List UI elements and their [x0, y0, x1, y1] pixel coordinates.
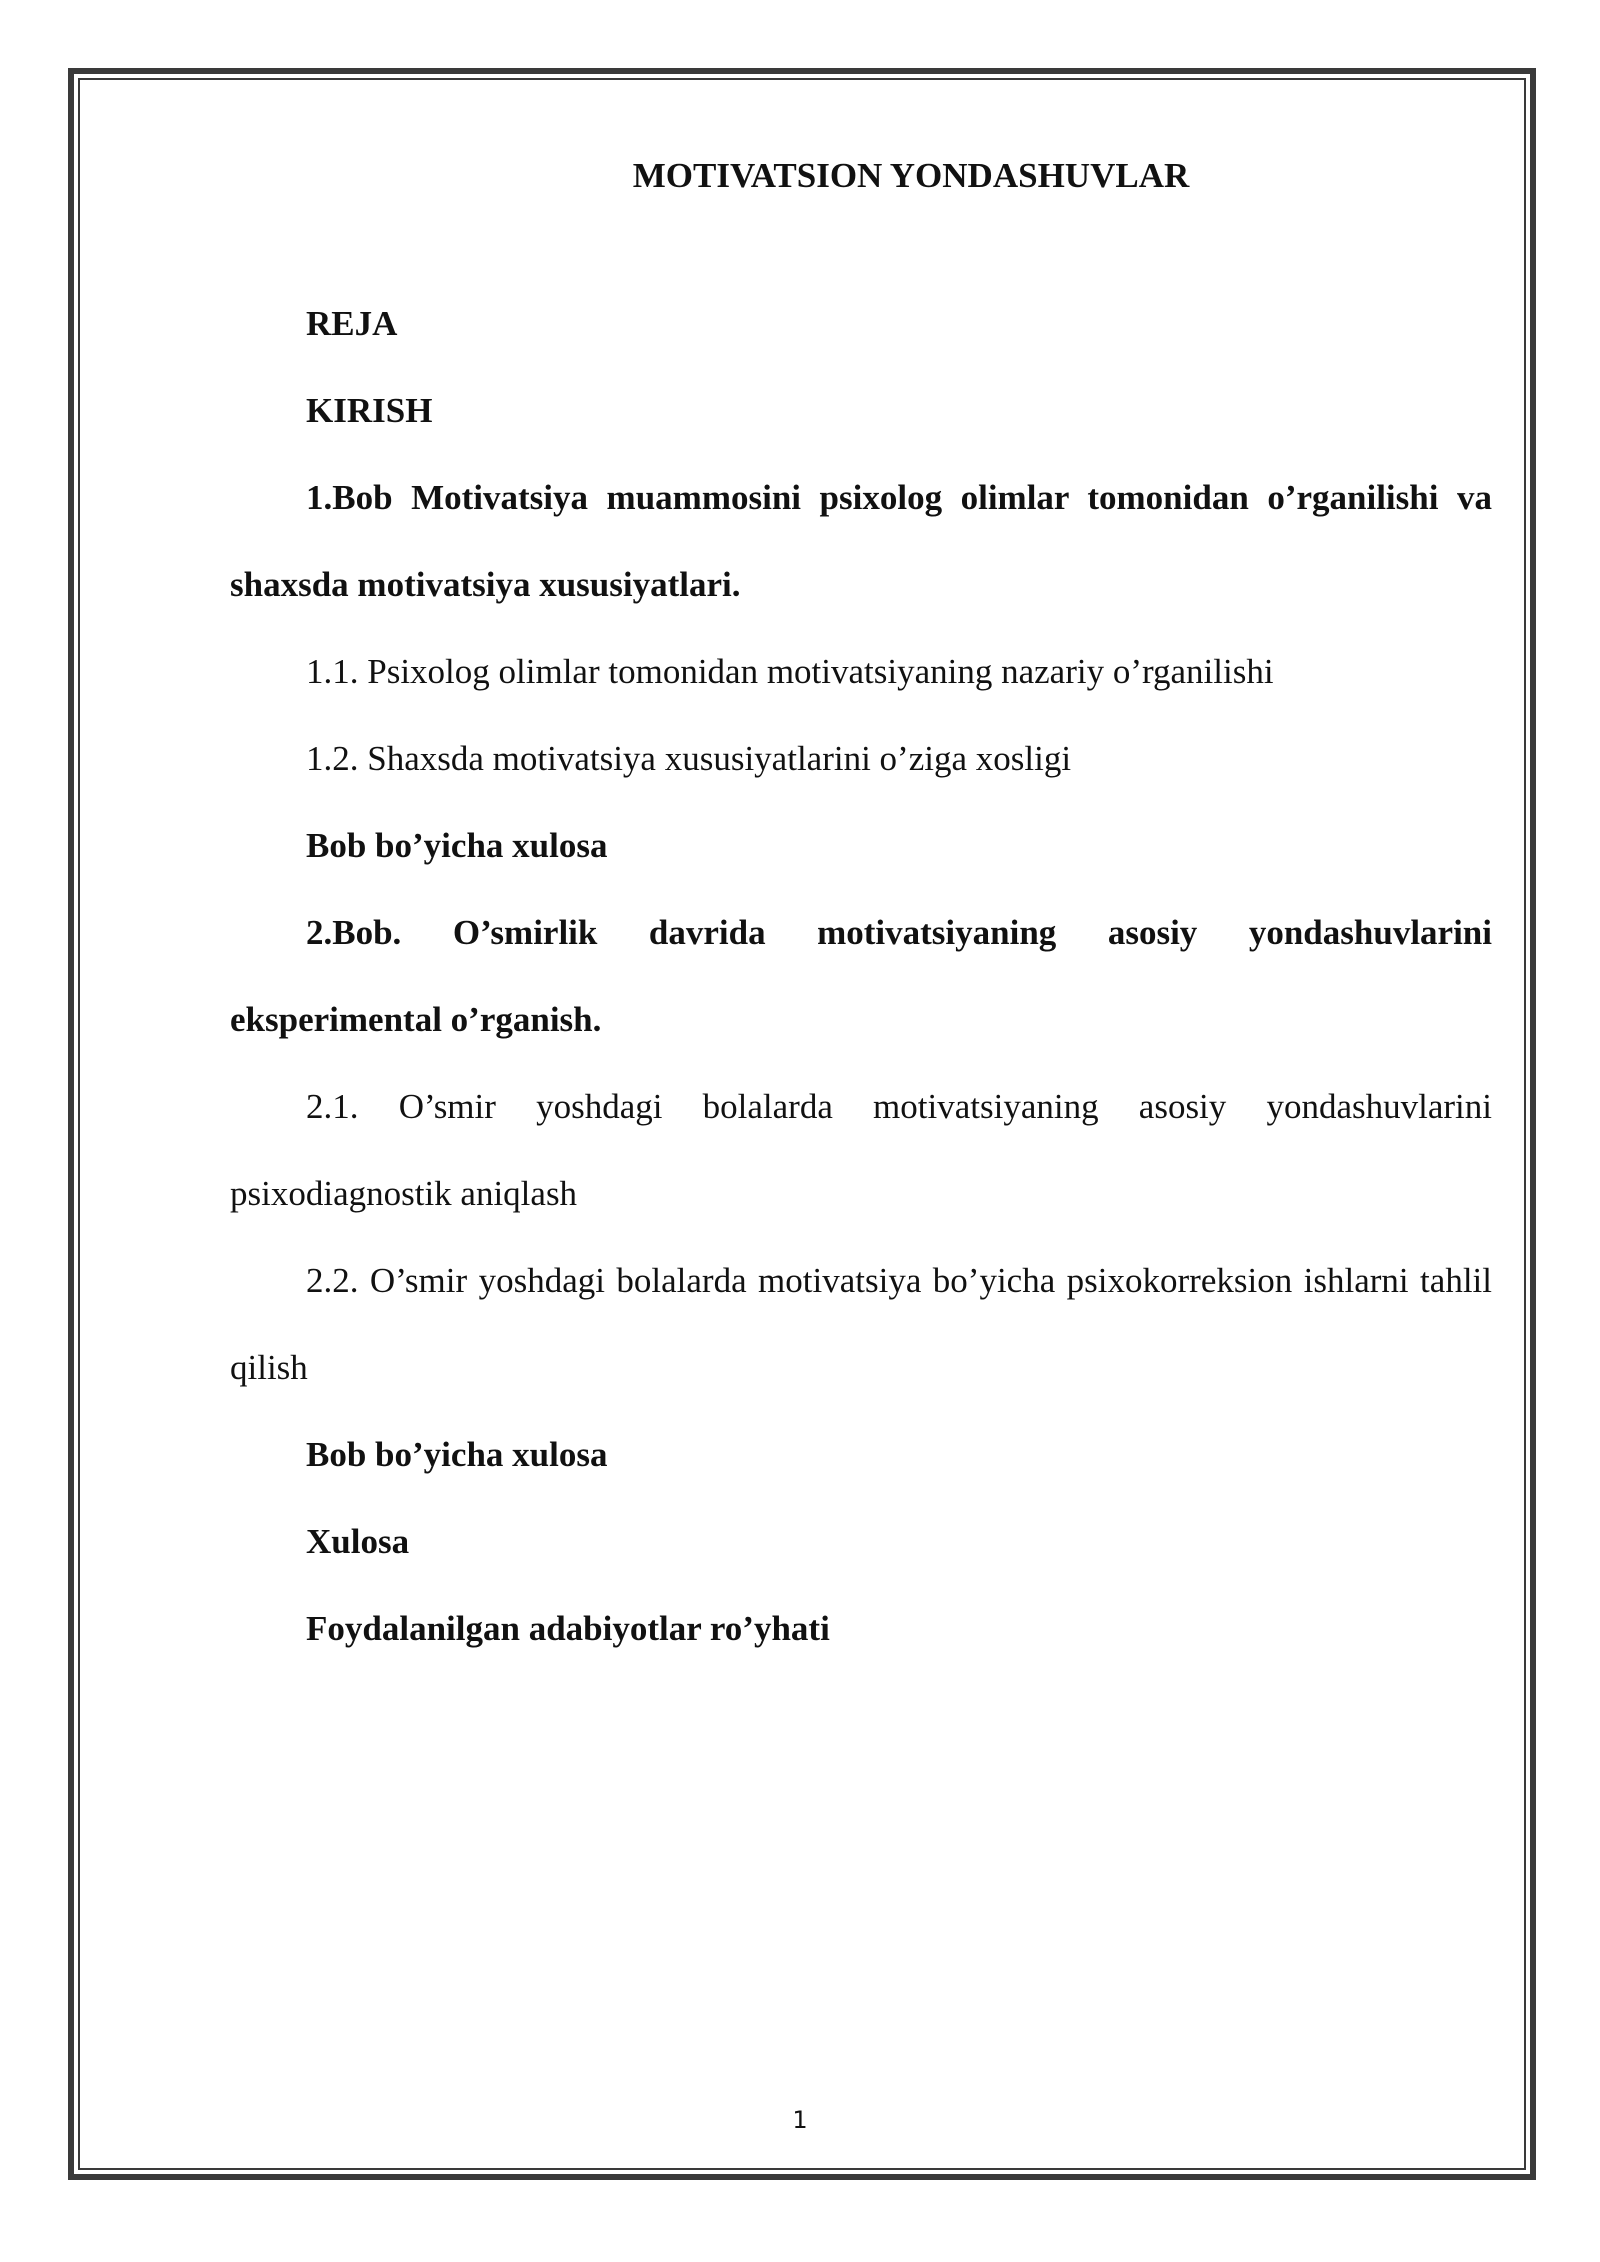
section-1-1: 1.1. Psixolog olimlar tomonidan motivatsiyaning nazariy o’rganilishi — [306, 652, 1274, 691]
document-title: MOTIVATSION YONDASHUVLAR — [632, 156, 1190, 195]
chapter-1-heading: 1.Bob Motivatsiya muammosini psixolog olimlar tomonidan o’rganilishi va shaxsda motivatsiya xususiyatlari. — [230, 478, 1492, 604]
conclusion-heading: Xulosa — [306, 1522, 410, 1561]
plan-heading: REJA — [306, 304, 398, 343]
section-2-2: 2.2. O’smir yoshdagi bolalarda motivatsiya bo’yicha psixokorreksion ishlarni tahlil qilish — [230, 1261, 1492, 1387]
introduction-heading: KIRISH — [306, 391, 433, 430]
document-body — [230, 150, 1492, 1672]
references-heading: Foydalanilgan adabiyotlar ro’yhati — [306, 1609, 830, 1648]
chapter-2-heading: 2.Bob. O’smirlik davrida motivatsiyaning asosiy yondashuvlarini eksperimental o’rganish. — [230, 913, 1492, 1039]
chapter-2-conclusion: Bob bo’yicha xulosa — [306, 1435, 608, 1474]
page-number: 1 — [792, 2106, 808, 2134]
section-1-2: 1.2. Shaxsda motivatsiya xususiyatlarini o’ziga xosligi — [306, 739, 1072, 778]
section-2-1: 2.1. O’smir yoshdagi bolalarda motivatsiyaning asosiy yondashuvlarini psixodiagnostik aniqlash — [230, 1087, 1492, 1213]
chapter-1-conclusion: Bob bo’yicha xulosa — [306, 826, 608, 865]
